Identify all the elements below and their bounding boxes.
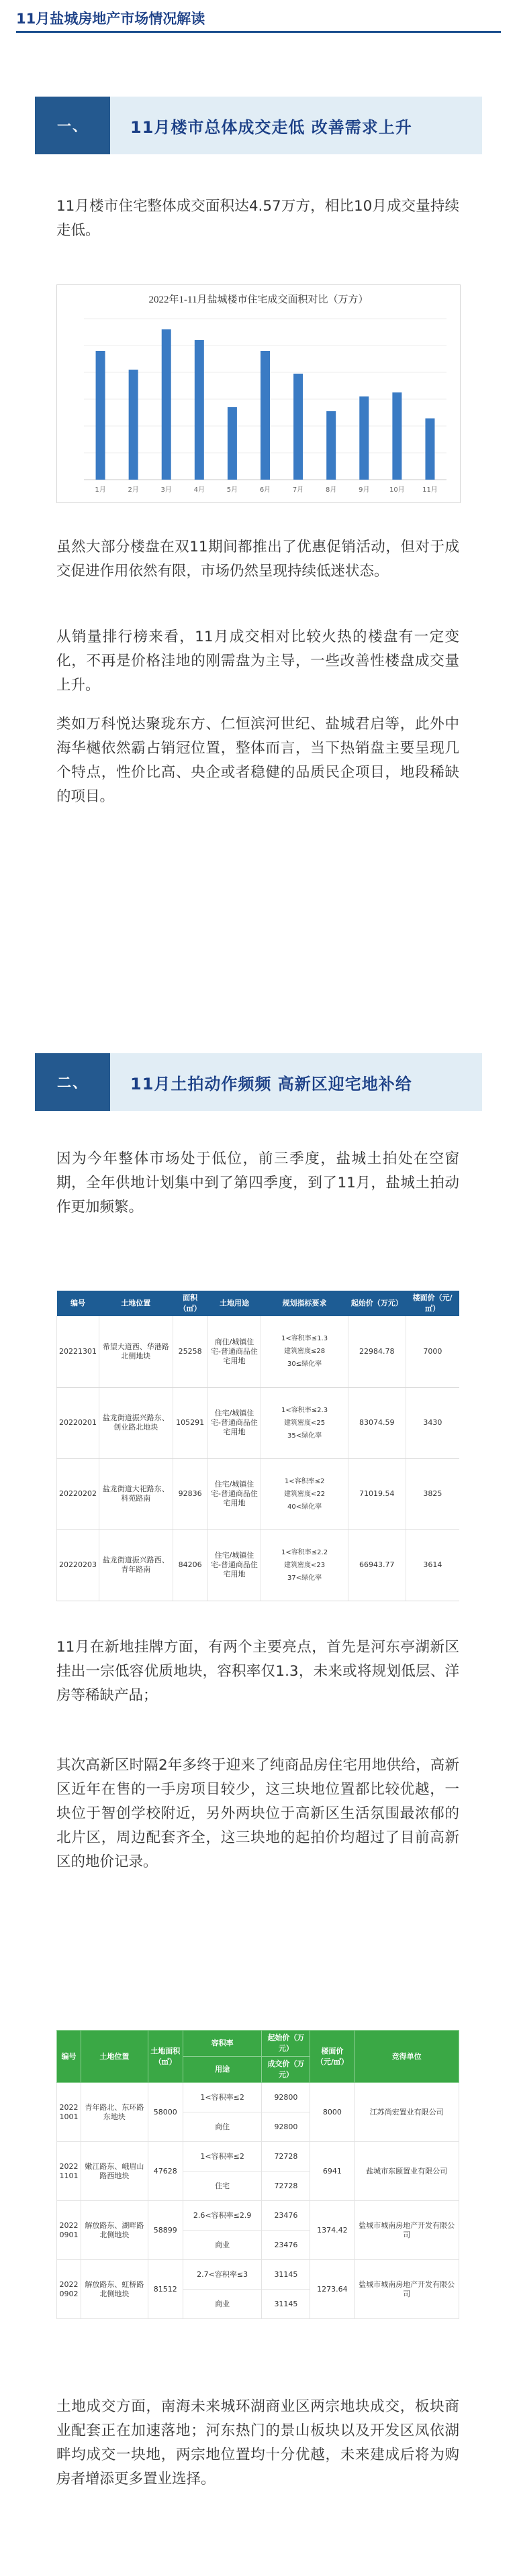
requirement-line: 37<绿化率 [287, 1574, 322, 1582]
page-title: 11月盐城房地产市场情况解读 [16, 11, 205, 27]
header-floor-price: 楼面价（元/㎡） [310, 2031, 355, 2083]
chart-x-tick-label: 3月 [160, 486, 172, 494]
row-id: 20220202 [57, 1458, 99, 1529]
chart-x-tick-label: 5月 [226, 486, 238, 494]
row-use: 商住 [183, 2112, 262, 2142]
chart-bar [162, 329, 171, 480]
header-start-price: 起始价（万元） [348, 1291, 406, 1316]
chart-title: 2022年1-11月盐城楼市住宅成交面积对比（万方） [148, 294, 369, 305]
row-deal-price: 92800 [262, 2112, 310, 2142]
row-location: 盐龙街道振兴路西、青年路南 [99, 1529, 173, 1601]
table-header-row [57, 1291, 460, 1316]
header-id: 编号 [57, 1291, 99, 1316]
row-use: 住宅/城镇住宅-普通商品住宅用地 [207, 1529, 261, 1601]
row-floor-price: 1273.64 [310, 2260, 355, 2319]
header-requirements: 规划指标要求 [261, 1291, 348, 1316]
header-ratio: 容积率 [183, 2031, 262, 2057]
header-location: 土地位置 [99, 1291, 173, 1316]
requirement-line: 30≤绿化率 [287, 1360, 322, 1368]
row-ratio: 1<容积率≤2 [183, 2142, 262, 2171]
chart-x-tick-label: 2月 [128, 486, 139, 494]
chart-x-tick-label: 6月 [259, 486, 271, 494]
section-1-paragraph-4: 类如万科悦达聚珑东方、仁恒滨河世纪、盐城君启等，此外中海华樾依然霸占销冠位置，整体而言，当下热销盘主要呈现几个特点，性价比高、央企或者稳健的品质民企项目，地段稀缺的项目。 [56, 716, 459, 805]
row-start-price: 83074.59 [348, 1387, 406, 1458]
title-divider [16, 31, 501, 33]
row-buyer: 盐城市城南房地产开发有限公司 [355, 2260, 459, 2319]
section-1-paragraph-2: 虽然大部分楼盘在双11期间都推出了优惠促销活动，但对于成交促进作用依然有限，市场仍然呈现持续低迷状态。 [56, 539, 459, 580]
section-1-paragraph-3: 从销量排行榜来看，11月成交相对比较火热的楼盘有一定变化，不再是价格洼地的刚需盘为主导，一些改善性楼盘成交量上升。 [56, 629, 459, 694]
chart-x-tick-label: 4月 [193, 486, 205, 494]
row-requirements [261, 1316, 348, 1387]
section-1-paragraph-1: 11月楼市住宅整体成交面积达4.57万方，相比10月成交量持续走低。 [56, 198, 459, 239]
bar-chart [56, 284, 461, 503]
header-use: 用途 [183, 2057, 262, 2083]
row-start-price: 71019.54 [348, 1458, 406, 1529]
row-deal-price: 72728 [262, 2171, 310, 2201]
row-buyer: 盐城市东颐置业有限公司 [355, 2142, 459, 2201]
row-location: 嫩江路东、峨眉山路西地块 [81, 2142, 148, 2201]
row-location: 希望大道西、华港路北侧地块 [99, 1316, 173, 1387]
chart-x-tick-label: 10月 [389, 486, 405, 494]
requirement-line: 建筑密度<22 [284, 1490, 326, 1498]
row-area: 92836 [173, 1458, 207, 1529]
row-floor-price: 1374.42 [310, 2201, 355, 2260]
row-location: 青年路北、东环路东地块 [81, 2083, 148, 2142]
header-area: 土地面积（㎡） [148, 2031, 183, 2083]
row-id: 20220203 [57, 1529, 99, 1601]
row-buyer: 盐城市城南房地产开发有限公司 [355, 2201, 459, 2260]
table-row [57, 1529, 460, 1601]
table-row [57, 2201, 459, 2231]
chart-x-tick-label: 1月 [95, 486, 106, 494]
row-start-price: 92800 [262, 2083, 310, 2112]
section-2-number: 二、 [35, 1053, 110, 1111]
row-id: 2022 0901 [57, 2201, 81, 2260]
requirement-line: 建筑密度<23 [284, 1561, 326, 1569]
row-requirements [261, 1458, 348, 1529]
row-deal-price: 31145 [262, 2290, 310, 2319]
row-floor-price: 3430 [406, 1387, 459, 1458]
row-ratio: 2.7<容积率≤3 [183, 2260, 262, 2290]
header-location: 土地位置 [81, 2031, 148, 2083]
chart-x-tick-label: 11月 [422, 486, 438, 494]
chart-bar [425, 419, 434, 480]
requirement-line: 35<绿化率 [287, 1432, 322, 1440]
row-start-price: 23476 [262, 2201, 310, 2231]
row-area: 84206 [173, 1529, 207, 1601]
header-area: 面积（㎡） [173, 1291, 207, 1316]
row-ratio: 1<容积率≤2 [183, 2083, 262, 2112]
requirement-line: 建筑密度<25 [284, 1419, 326, 1427]
header-buyer: 竞得单位 [355, 2031, 459, 2083]
section-2-header [35, 1053, 482, 1111]
table-row [57, 2260, 459, 2290]
chart-bar [96, 351, 105, 480]
chart-bar [195, 340, 204, 480]
header-floor-price: 楼面价（元/㎡） [406, 1291, 459, 1316]
chart-x-tick-label: 7月 [292, 486, 304, 494]
chart-x-tick-label: 9月 [359, 486, 370, 494]
section-1-header [35, 97, 482, 154]
row-use: 住宅/城镇住宅-普通商品住宅用地 [207, 1387, 261, 1458]
bar-chart-svg [57, 285, 460, 502]
requirement-line: 1<容积率≤1.3 [281, 1335, 328, 1343]
section-2-heading: 11月土拍动作频频 高新区迎宅地补给 [130, 1074, 412, 1093]
table-row [57, 1458, 460, 1529]
row-location: 解放路东、湖畔路北侧地块 [81, 2201, 148, 2260]
row-id: 2022 1001 [57, 2083, 81, 2142]
row-location: 解放路东、虹桥路北侧地块 [81, 2260, 148, 2319]
requirement-line: 40<绿化率 [287, 1503, 322, 1511]
row-start-price: 22984.78 [348, 1316, 406, 1387]
header-start-price: 起始价（万元） [262, 2031, 310, 2057]
section-2-paragraph-3: 其次高新区时隔2年多终于迎来了纯商品房住宅用地供给，高新区近年在售的一手房项目较少，这三块地位置都比较优越，一块位于智创学校附近，另外两块位于高新区生活氛围最浓郁的北片区，周边配套齐全，这三块地的起拍价均超过了目前高新区的地价记录。 [56, 1757, 459, 1870]
chart-bar [261, 351, 270, 480]
chart-bar [359, 396, 369, 480]
requirement-line: 1<容积率≤2 [284, 1477, 325, 1485]
section-2-paragraph-4: 土地成交方面，南海未来城环湖商业区两宗地块成交，板块商业配套正在加速落地；河东热门的景山板块以及开发区凤依湖畔均成交一块地，两宗地位置均十分优越，未来建成后将为购房者增添更多置业选择。 [56, 2398, 459, 2487]
chart-x-tick-label: 8月 [325, 486, 337, 494]
header-deal-price: 成交价（万元） [262, 2057, 310, 2083]
row-requirements [261, 1387, 348, 1458]
row-area: 47628 [148, 2142, 183, 2201]
chart-bar [129, 370, 138, 480]
chart-bar [228, 407, 237, 480]
row-use: 商住/城镇住宅-普通商品住宅用地 [207, 1316, 261, 1387]
row-area: 105291 [173, 1387, 207, 1458]
row-id: 20220201 [57, 1387, 99, 1458]
row-start-price: 31145 [262, 2260, 310, 2290]
chart-bar [293, 374, 303, 480]
row-floor-price: 8000 [310, 2083, 355, 2142]
header-id: 编号 [57, 2031, 81, 2083]
header-use: 土地用途 [207, 1291, 261, 1316]
chart-bar [326, 411, 336, 480]
row-location: 盐龙街道振兴路东、创业路北地块 [99, 1387, 173, 1458]
section-2-paragraph-1: 因为今年整体市场处于低位，前三季度，盐城土拍处在空窗期，全年供地计划集中到了第四季度，到了11月，盐城土拍动作更加频繁。 [56, 1150, 459, 1216]
table-row [57, 1316, 460, 1387]
table-header-row [57, 2031, 459, 2057]
row-area: 58899 [148, 2201, 183, 2260]
row-start-price: 66943.77 [348, 1529, 406, 1601]
chart-bar [392, 392, 402, 480]
row-location: 盐龙街道大祀路东、科苑路南 [99, 1458, 173, 1529]
table-row [57, 2142, 459, 2171]
land-listing-table [56, 1291, 459, 1601]
section-2-paragraph-2: 11月在新地挂牌方面，有两个主要亮点，首先是河东亭湖新区挂出一宗低容优质地块，容积率仅1.3，未来或将规划低层、洋房等稀缺产品； [56, 1639, 459, 1704]
row-floor-price: 7000 [406, 1316, 459, 1387]
row-area: 58000 [148, 2083, 183, 2142]
section-1-number: 一、 [35, 97, 110, 154]
row-use: 商业 [183, 2231, 262, 2260]
requirement-line: 1<容积率≤2.2 [281, 1548, 328, 1556]
row-id: 2022 1101 [57, 2142, 81, 2201]
table-row [57, 2083, 459, 2112]
land-transaction-table [56, 2030, 459, 2319]
row-use: 住宅 [183, 2171, 262, 2201]
row-start-price: 72728 [262, 2142, 310, 2171]
row-area: 81512 [148, 2260, 183, 2319]
row-area: 25258 [173, 1316, 207, 1387]
table-row [57, 1387, 460, 1458]
row-floor-price: 6941 [310, 2142, 355, 2201]
requirement-line: 1<容积率≤2.3 [281, 1406, 328, 1414]
row-use: 住宅/城镇住宅-普通商品住宅用地 [207, 1458, 261, 1529]
row-id: 2022 0902 [57, 2260, 81, 2319]
section-1-heading: 11月楼市总体成交走低 改善需求上升 [130, 117, 412, 137]
row-floor-price: 3614 [406, 1529, 459, 1601]
row-requirements [261, 1529, 348, 1601]
row-use: 商业 [183, 2290, 262, 2319]
row-deal-price: 23476 [262, 2231, 310, 2260]
row-ratio: 2.6<容积率≤2.9 [183, 2201, 262, 2231]
row-buyer: 江苏尚宏置业有限公司 [355, 2083, 459, 2142]
row-id: 20221301 [57, 1316, 99, 1387]
requirement-line: 建筑密度≤28 [284, 1348, 326, 1356]
row-floor-price: 3825 [406, 1458, 459, 1529]
